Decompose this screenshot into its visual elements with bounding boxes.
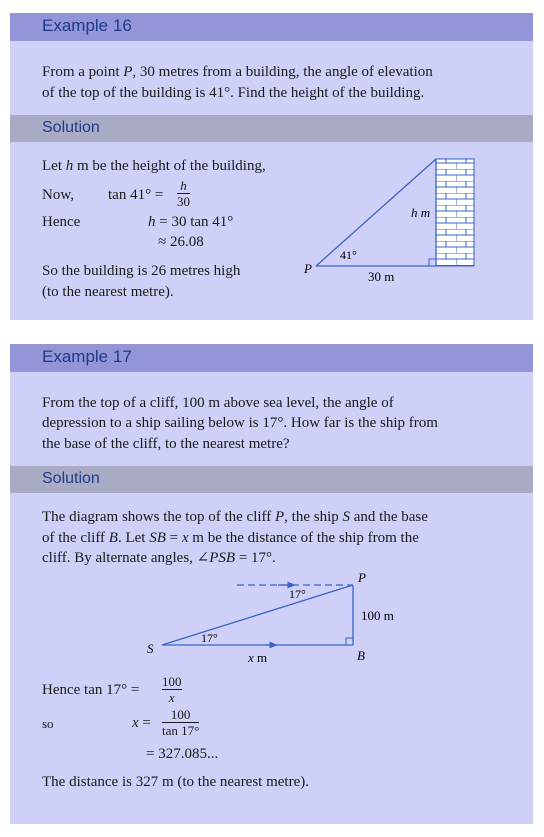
text: , the ship [284,509,343,525]
fraction-100-over-tan17 [162,708,199,737]
example-17-problem-line-3: the base of the cliff, to the nearest metre? [42,436,290,452]
fraction-numerator: 100 [162,674,182,689]
example-17-problem-line-1: From the top of a cliff, 100 m above sea level, the angle of [42,395,394,411]
label-30m: 30 m [368,269,395,284]
text: m be the distance of the ship from the [188,530,419,546]
text: = [138,715,151,731]
text: Let [42,158,66,174]
example-17-conclusion: The distance is 327 m (to the nearest metre). [42,774,309,790]
tan-expression: tan 41° = [108,187,164,203]
text: of the cliff [42,530,109,546]
right-angle-marker [346,638,353,645]
label-top-angle: 17° [289,587,306,601]
text: = [165,530,182,546]
label-p: P [304,261,312,276]
var-h: h [148,214,156,230]
text: From a point [42,64,124,80]
var-x: x [248,650,254,665]
fraction-100-over-x [162,675,182,704]
text: cliff. By alternate angles, ∠ [42,550,210,566]
now-label: Now, [42,187,74,203]
label-angle-41: 41° [340,248,357,262]
var-s: S [342,509,351,525]
unit-m: m [253,650,268,665]
var-p: P [275,509,285,525]
approx-value: ≈ 26.08 [158,234,204,250]
building-diagram [10,13,533,320]
label-b: B [357,648,365,663]
right-angle-marker [429,259,436,266]
example-17-panel [10,344,533,824]
example-16-problem-line-2: of the top of the building is 41°. Find the height of the building. [42,85,425,101]
so-label: so [42,716,54,731]
label-x-m [247,650,267,665]
text: The diagram shows the top of the cliff [42,509,275,525]
text: and the base [350,509,428,525]
text: = 30 tan 41° [155,214,234,230]
var-x: x [181,530,189,546]
var-b: B [108,530,118,546]
text: = 17°. [235,550,276,566]
result-value: = 327.085... [146,746,219,762]
cliff-diagram [10,344,533,824]
text: . Let [117,530,150,546]
var-psb: PSB [209,550,236,566]
text: m be the height of the building, [73,158,266,174]
conclusion-line-1: So the building is 26 metres high [42,263,241,279]
label-h: h m [411,205,431,220]
label-s: S [147,641,154,656]
var-x: x [132,715,139,731]
fraction-numerator: h [180,178,187,193]
conclusion-line-2: (to the nearest metre). [42,284,174,300]
var-sb: SB [149,530,166,546]
example-17-title: Example 17 [42,347,132,366]
solution-label: Solution [42,119,100,136]
fraction-denominator: x [168,690,175,705]
example-16-panel [10,13,533,320]
hence-tan-line: Hence tan 17° = [42,682,140,698]
label-100m: 100 m [361,608,394,623]
x-equation [132,713,151,733]
brick-wall [436,159,474,266]
label-p: P [358,570,366,585]
hence-label: Hence [42,214,81,230]
fraction-denominator: tan 17° [162,723,200,738]
line-of-depression [162,585,353,645]
example-16-title: Example 16 [42,16,132,35]
var-h: h [65,158,74,174]
fraction-denominator: 30 [177,194,190,209]
var-p: P [123,64,133,80]
label-bottom-angle: 17° [201,631,218,645]
fraction-numerator: 100 [170,707,191,722]
example-17-problem-line-2: depression to a ship sailing below is 17°. How far is the ship from [42,415,438,431]
solution-label: Solution [42,470,100,487]
text: , 30 metres from a building, the angle of elevation [132,64,433,80]
